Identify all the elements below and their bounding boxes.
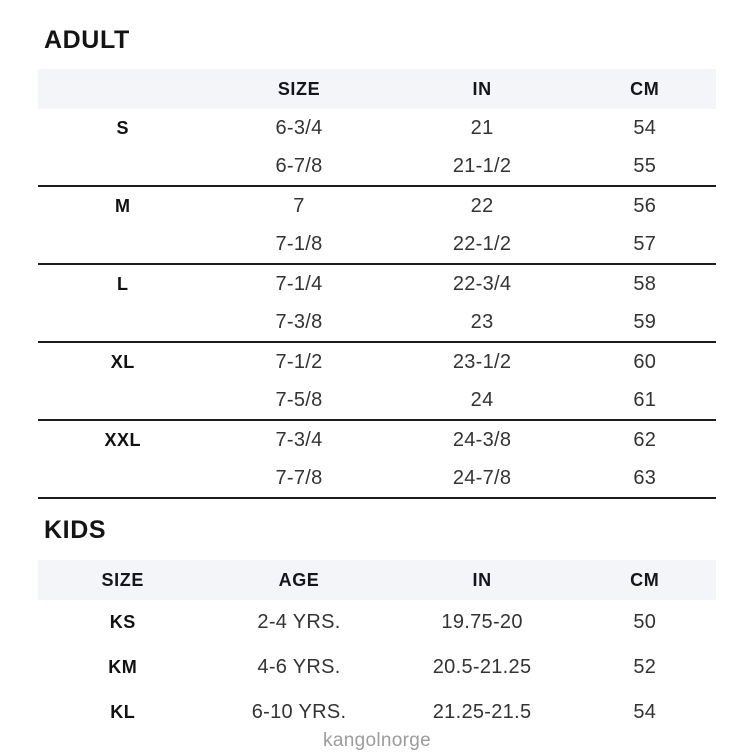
- size-group-xxl: [38, 421, 716, 499]
- hat-size-cell: 7-7/8: [275, 466, 323, 489]
- table-row: [38, 343, 716, 381]
- kids-table-header-row: [38, 560, 716, 600]
- inches-cell: 22-1/2: [452, 232, 512, 255]
- size-group-s: [38, 109, 716, 187]
- table-row: [38, 645, 716, 690]
- inches-cell: 21: [470, 116, 494, 139]
- table-row: [38, 225, 716, 263]
- kids-col-header-cm: CM: [630, 569, 660, 590]
- kids-size-label: KS: [109, 612, 136, 632]
- age-cell: 2-4 YRS.: [257, 611, 341, 633]
- kids-size-table: [38, 560, 716, 735]
- inches-cell: 24: [470, 388, 494, 411]
- cm-cell: 61: [633, 388, 657, 411]
- size-group-label: S: [116, 117, 129, 138]
- kids-col-header-in: IN: [472, 569, 492, 590]
- kids-col-header-size: SIZE: [101, 569, 144, 590]
- inches-cell: 23: [470, 310, 494, 333]
- table-row: [38, 147, 716, 185]
- hat-size-cell: 7-1/2: [275, 350, 323, 373]
- cm-cell: 57: [633, 232, 657, 255]
- cm-cell: 55: [633, 154, 657, 177]
- inches-cell: 22-3/4: [452, 272, 512, 295]
- age-cell: 6-10 YRS.: [251, 701, 347, 723]
- size-group-label: L: [117, 273, 129, 294]
- hat-size-cell: 7-3/4: [275, 428, 323, 451]
- hat-size-cell: 6-3/4: [275, 116, 323, 139]
- hat-size-cell: 7: [293, 194, 305, 217]
- inches-cell: 23-1/2: [452, 350, 512, 373]
- size-group-l: [38, 265, 716, 343]
- table-row: [38, 421, 716, 459]
- cm-cell: 50: [633, 611, 657, 633]
- hat-size-cell: 6-7/8: [275, 154, 323, 177]
- cm-cell: 59: [633, 310, 657, 333]
- table-row: [38, 109, 716, 147]
- kids-col-header-age: AGE: [278, 569, 320, 590]
- cm-cell: 52: [633, 656, 657, 678]
- table-row: [38, 303, 716, 341]
- inches-cell: 19.75-20: [441, 611, 523, 633]
- inches-cell: 22: [470, 194, 494, 217]
- kids-size-label: KM: [108, 657, 138, 677]
- inches-cell: 24-3/8: [452, 428, 512, 451]
- size-group-label: M: [115, 195, 131, 216]
- table-row: [38, 381, 716, 419]
- inches-cell: 21-1/2: [452, 154, 512, 177]
- size-group-label: XL: [110, 351, 135, 372]
- brand-watermark: kangolnorge: [323, 730, 431, 751]
- kids-size-label: KL: [110, 702, 136, 722]
- kids-section-title: KIDS: [44, 516, 107, 544]
- table-row: [38, 187, 716, 225]
- table-row: [38, 459, 716, 497]
- adult-col-header-in: IN: [472, 78, 492, 99]
- hat-size-cell: 7-5/8: [275, 388, 323, 411]
- inches-cell: 21.25-21.5: [432, 701, 532, 723]
- size-group-label: XXL: [104, 429, 141, 450]
- cm-cell: 60: [633, 350, 657, 373]
- adult-section-title: ADULT: [44, 26, 130, 54]
- age-cell: 4-6 YRS.: [257, 656, 341, 678]
- table-row: [38, 265, 716, 303]
- cm-cell: 58: [633, 272, 657, 295]
- adult-table-header-row: [38, 69, 716, 109]
- hat-size-cell: 7-1/8: [275, 232, 323, 255]
- size-group-xl: [38, 343, 716, 421]
- size-group-m: [38, 187, 716, 265]
- cm-cell: 56: [633, 194, 657, 217]
- inches-cell: 24-7/8: [452, 466, 512, 489]
- cm-cell: 62: [633, 428, 657, 451]
- cm-cell: 63: [633, 466, 657, 489]
- table-row: [38, 690, 716, 735]
- cm-cell: 54: [633, 701, 657, 723]
- table-row: [38, 600, 716, 645]
- inches-cell: 20.5-21.25: [432, 656, 532, 678]
- adult-col-header-size: SIZE: [277, 78, 321, 99]
- hat-size-cell: 7-3/8: [275, 310, 323, 333]
- cm-cell: 54: [633, 116, 657, 139]
- adult-size-table: [38, 69, 716, 499]
- adult-col-header-cm: CM: [630, 78, 660, 99]
- hat-size-cell: 7-1/4: [275, 272, 323, 295]
